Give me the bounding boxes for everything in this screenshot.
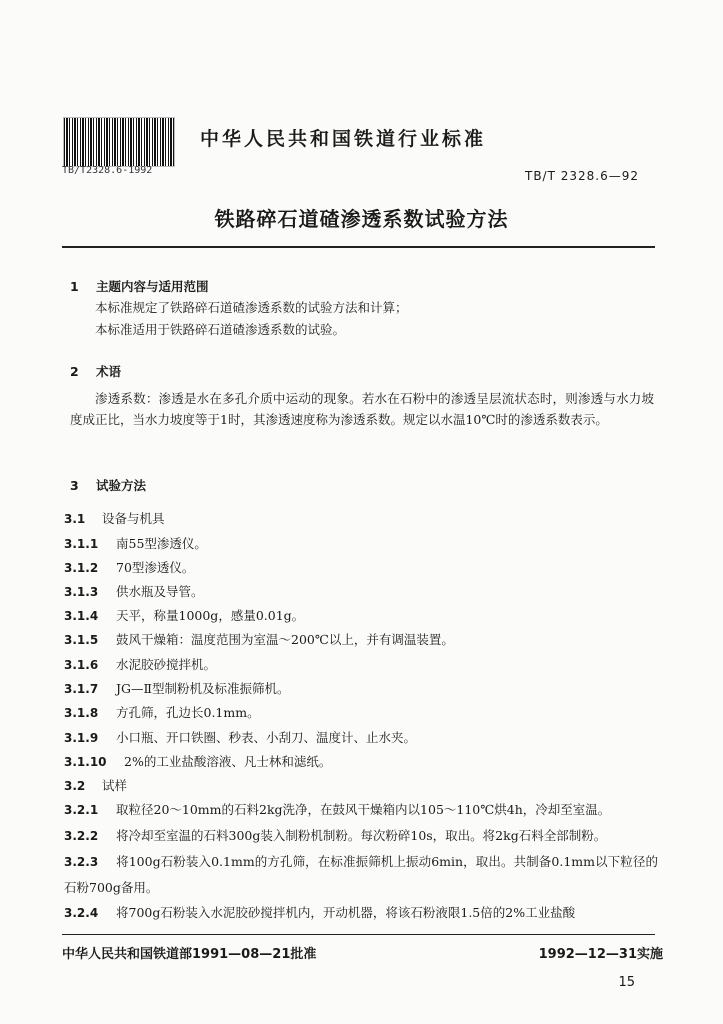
- item-number: 3.1.8: [64, 706, 99, 720]
- section-1-title: 主题内容与适用范围: [96, 279, 209, 294]
- list-item: [64, 534, 207, 552]
- item-text: 供水瓶及导管。: [116, 584, 204, 599]
- standard-code: TB/T 2328.6—92: [524, 169, 639, 183]
- subsection-3-2: [64, 776, 127, 794]
- barcode-image: [63, 117, 175, 167]
- organization-title: 中华人民共和国铁道行业标准: [200, 128, 487, 150]
- item-number: 3.1.6: [64, 658, 99, 672]
- list-item: [64, 655, 216, 673]
- list-item: [64, 752, 331, 770]
- item-text: 水泥胶砂搅拌机。: [116, 657, 217, 672]
- item-number: 3.1.1: [64, 537, 99, 551]
- section-3-title: 试验方法: [96, 478, 147, 493]
- section-2-heading: [70, 362, 121, 380]
- subsection-number: 3.1: [64, 512, 86, 526]
- item-number: 3.2.2: [64, 829, 99, 843]
- page-number: 15: [618, 975, 635, 990]
- list-item: [64, 558, 194, 576]
- sample-item: [64, 823, 658, 849]
- section-3-heading: [70, 476, 146, 494]
- subsection-3-1: [64, 509, 165, 527]
- item-text: 2%的工业盐酸溶液、凡士林和滤纸。: [124, 754, 332, 769]
- item-text: 小口瓶、开口铁圈、秒表、小刮刀、温度计、止水夹。: [116, 730, 417, 745]
- list-item: [64, 679, 290, 697]
- item-number: 3.1.4: [64, 609, 99, 623]
- subsection-title: 设备与机具: [102, 511, 165, 526]
- sample-item: [64, 797, 658, 823]
- subsection-title: 试样: [102, 778, 128, 793]
- section-1-paragraph-1: 本标准规定了铁路碎石道碴渗透系数的试验方法和计算；: [95, 300, 408, 315]
- implementation-date: 1992—12—31实施: [538, 947, 663, 962]
- item-text: 方孔筛，孔边长0.1mm。: [116, 705, 260, 720]
- list-item: [64, 728, 416, 746]
- item-number: 3.2.3: [64, 855, 99, 869]
- item-text: 天平，称量1000g，感量0.01g。: [116, 608, 305, 623]
- sample-item: [64, 900, 658, 925]
- item-text: 南55型渗透仪。: [116, 536, 207, 551]
- item-number: 3.1.10: [64, 755, 107, 769]
- item-text: 将100g石粉装入0.1mm的方孔筛，在标准振筛机上振动6min，取出。共制备0.1mm以下粒径的石粉700g备用。: [64, 854, 658, 895]
- item-number: 3.1.7: [64, 682, 99, 696]
- subsection-number: 3.2: [64, 779, 86, 793]
- section-1-number: 1: [70, 279, 79, 294]
- section-1-paragraph-2: 本标准适用于铁路碎石道碴渗透系数的试验。: [95, 322, 346, 337]
- item-number: 3.2.1: [64, 803, 99, 817]
- approval-text: 中华人民共和国铁道部1991—08—21批准: [62, 947, 317, 962]
- list-item: [64, 630, 454, 648]
- sample-item: [64, 849, 658, 900]
- item-number: 3.1.5: [64, 633, 99, 647]
- item-number: 3.2.4: [64, 906, 99, 920]
- footer-rule: [62, 934, 655, 935]
- item-text: JG—Ⅱ型制粉机及标准振筛机。: [116, 681, 290, 696]
- section-3-number: 3: [70, 478, 79, 493]
- list-item: [64, 582, 204, 600]
- title-rule: [62, 246, 655, 248]
- section-2-title: 术语: [96, 364, 122, 379]
- item-text: 取粒径20～10mm的石料2kg洗净，在鼓风干燥箱内以105～110℃烘4h，冷却至室温。: [116, 802, 611, 817]
- document-title: 铁路碎石道碴渗透系数试验方法: [214, 207, 509, 231]
- barcode-caption: TB/T2328.6-1992: [62, 165, 153, 176]
- list-item: [64, 606, 304, 624]
- item-text: 将700g石粉装入水泥胶砂搅拌机内，开动机器，将该石粉液限1.5倍的2%工业盐酸: [116, 905, 576, 920]
- section-2-paragraph: 渗透系数：渗透是水在多孔介质中运动的现象。若水在石粉中的渗透呈层流状态时，则渗透与水力坡度成正比，当水力坡度等于1时，其渗透速度称为渗透系数。规定以水温10℃时的渗透系数表示。: [70, 391, 654, 427]
- item-number: 3.1.9: [64, 731, 99, 745]
- item-text: 将冷却至室温的石料300g装入制粉机制粉。每次粉碎10s，取出。将2kg石料全部制粉。: [116, 828, 607, 843]
- item-text: 70型渗透仪。: [116, 560, 195, 575]
- list-item: [64, 703, 260, 721]
- section-1-heading: [70, 277, 209, 295]
- item-text: 鼓风干燥箱：温度范围为室温～200℃以上，并有调温装置。: [116, 632, 454, 647]
- item-number: 3.1.3: [64, 585, 99, 599]
- item-number: 3.1.2: [64, 561, 99, 575]
- section-2-number: 2: [70, 364, 79, 379]
